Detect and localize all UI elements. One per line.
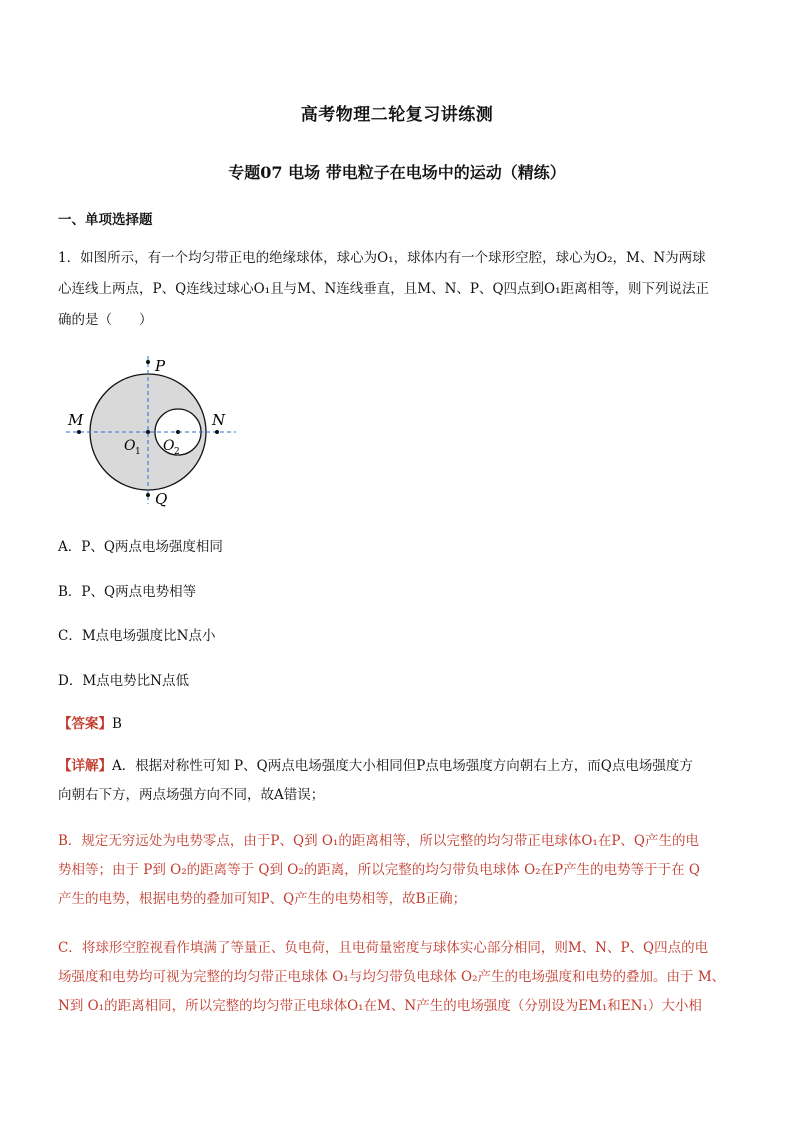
question-stem-line-1: 1．如图所示，有一个均匀带正电的绝缘球体，球心为O₁，球体内有一个球形空腔，球心为O₂，M、N为两球: [58, 250, 706, 266]
detail-a-line-1: A．根据对称性可知 P、Q两点电场强度大小相同但P点电场强度方向朝右上方，而Q点电场强度方: [112, 758, 693, 774]
answer-value: B: [112, 716, 122, 732]
detail-c-line-2: 场强度和电势均可视为完整的均匀带正电球体 O₁与均匀带负电球体 O₂产生的电场强度和电势的叠加。由于 M、: [58, 969, 726, 985]
label-p: P: [155, 357, 166, 375]
page-title: 高考物理二轮复习讲练测: [300, 105, 494, 125]
detail-option-a: [58, 752, 738, 810]
label-q: Q: [155, 490, 168, 508]
detail-a-line-2: 向朝右下方，两点场强方向不同，故A错误；: [58, 787, 325, 803]
point-o2: [176, 430, 180, 434]
label-m: M: [68, 411, 84, 429]
detail-b-line-3: 产生的电势，根据电势的叠加可知P、Q产生的电势相等，故B正确；: [58, 891, 467, 907]
point-n: [215, 430, 219, 434]
point-m: [77, 430, 81, 434]
label-o2-sub: 2: [174, 447, 180, 457]
question-stem-line-2: 心连线上两点，P、Q连线过球心O₁且与M、N连线垂直，且M、N、P、Q四点到O₁距离相等，则下列说法正: [58, 281, 710, 297]
page-subtitle: 专题07 电场 带电粒子在电场中的运动（精练）: [228, 163, 566, 182]
option-b: B．P、Q两点电势相等: [58, 584, 197, 600]
detail-option-c: [58, 934, 738, 1021]
detail-b-line-2: 势相等；由于 P到 O₂的距离等于 Q到 O₂的距离，所以完整的均匀带负电球体 O₂在P产生的电势等于于在 Q: [58, 862, 700, 878]
point-p: [146, 360, 150, 364]
detail-option-b: [58, 827, 738, 914]
option-d: D．M点电势比N点低: [58, 673, 189, 689]
answer-block: [58, 712, 122, 732]
option-c: C．M点电场强度比N点小: [58, 628, 216, 644]
option-a: A．P、Q两点电场强度相同: [58, 539, 223, 555]
detail-tag: 【详解】: [58, 758, 112, 774]
question-stem: [58, 243, 738, 336]
label-o2: O: [163, 438, 175, 454]
point-q: [146, 493, 150, 497]
answer-tag: 【答案】: [58, 716, 112, 732]
label-o1-sub: 1: [135, 447, 141, 457]
label-o1: O: [124, 438, 136, 454]
point-o1: [146, 430, 150, 434]
detail-c-line-1: C．将球形空腔视看作填满了等量正、负电荷，且电荷量密度与球体实心部分相同，则M、N、P、Q四点的电: [58, 940, 709, 956]
label-n: N: [212, 411, 226, 429]
sphere-diagram: [60, 352, 250, 512]
sphere-cavity-figure: [60, 352, 250, 512]
question-stem-line-3: 确的是（ ）: [58, 312, 153, 328]
detail-b-line-1: B．规定无穷远处为电势零点，由于P、Q到 O₁的距离相等，所以完整的均匀带正电球体O₁在P、Q产生的电: [58, 833, 699, 849]
detail-c-line-3: N到 O₁的距离相同，所以完整的均匀带正电球体O₁在M、N产生的电场强度（分别设为EM₁和EN₁）大小相: [58, 998, 702, 1014]
section-heading: 一、单项选择题: [58, 212, 153, 228]
